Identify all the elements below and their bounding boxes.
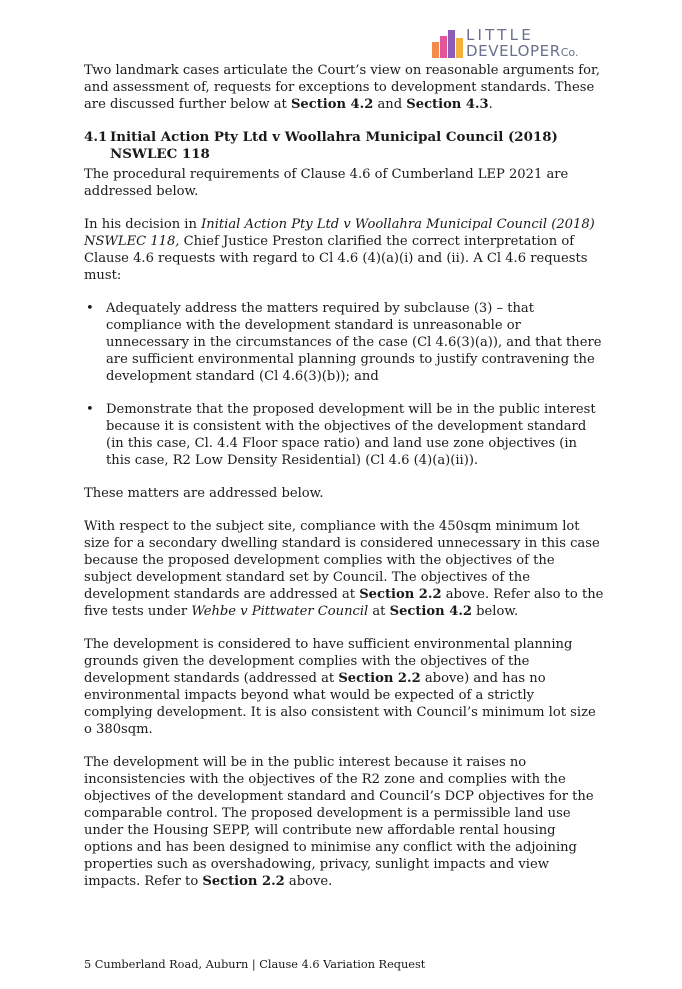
paragraph-procedural: The procedural requirements of Clause 4.6 of Cumberland LEP 2021 are addressed below.: [84, 167, 569, 199]
logo-mark-icon: [432, 30, 464, 58]
logo-word-little: LITTLE: [466, 26, 534, 44]
paragraph-compliance: With respect to the subject site, compliance with the 450sqm minimum lot size for a secondary dwelling standard is considered unnecessary in this case because the proposed development complies with the objectives of the subject development standard set by Council. The objectives of the development standards are addressed at Section 2.2 above. Refer also to the five tests under Wehbe v Pittwater Council at Section 4.2 below.: [84, 519, 604, 619]
paragraph-environmental: The development is considered to have sufficient environmental planning grounds given the development complies with the objectives of the development standards (addressed at Section 2.2 above) and has no environmental impacts beyond what would be expected of a strictly complying development. It is also consistent with Council’s minimum lot size o 380sqm.: [84, 637, 596, 737]
document-body: [84, 62, 604, 906]
little-developer-logo: [432, 28, 608, 62]
paragraph-decision: In his decision in Initial Action Pty Ltd v Woollahra Municipal Council (2018) NSWLEC 118, Chief Justice Preston clarified the correct interpretation of Clause 4.6 requests with regard to Cl 4.6 (4)(a)(i) and (ii). A Cl 4.6 requests must:: [84, 217, 595, 283]
intro-paragraph: Two landmark cases articulate the Court’s view on reasonable arguments for, and assessment of, requests for exceptions to development standards. These are discussed further below at Section 4.2 and Section 4.3.: [84, 63, 601, 112]
paragraph-matters: These matters are addressed below.: [84, 486, 324, 501]
list-item: • Adequately address the matters required by subclause (3) – that compliance with the development standard is unreasonable or unnecessary in the circumstances of the case (Cl 4.6(3)(a)), and that there are sufficient environmental planning grounds to justify contravening the development standard (Cl 4.6(3)(b)); and: [84, 300, 604, 385]
logo-word-developer: DEVELOPERCo.: [466, 42, 579, 60]
list-item: • Demonstrate that the proposed development will be in the public interest because it is consistent with the objectives of the development standard (in this case, Cl. 4.4 Floor space ratio) and land use zone objectives (in this case, R2 Low Density Residential) (Cl 4.6 (4)(a)(ii)).: [84, 401, 604, 469]
paragraph-public-interest: The development will be in the public interest because it raises no inconsistencies with the objectives of the R2 zone and complies with the objectives of the development standard and Council’s DCP objectives for the comparable control. The proposed development is a permissible land use under the Housing SEPP, will contribute new affordable rental housing options and has been designed to minimise any conflict with the adjoining properties such as overshadowing, privacy, sunlight impacts and view impacts. Refer to Section 2.2 above.: [84, 755, 594, 889]
requirements-list: [84, 300, 604, 469]
section-heading: [84, 129, 604, 163]
page-footer: 5 Cumberland Road, Auburn | Clause 4.6 Variation Request: [84, 958, 426, 971]
section-number: 4.1: [84, 129, 108, 145]
section-title: Initial Action Pty Ltd v Woollahra Municipal Council (2018) NSWLEC 118: [110, 129, 558, 162]
